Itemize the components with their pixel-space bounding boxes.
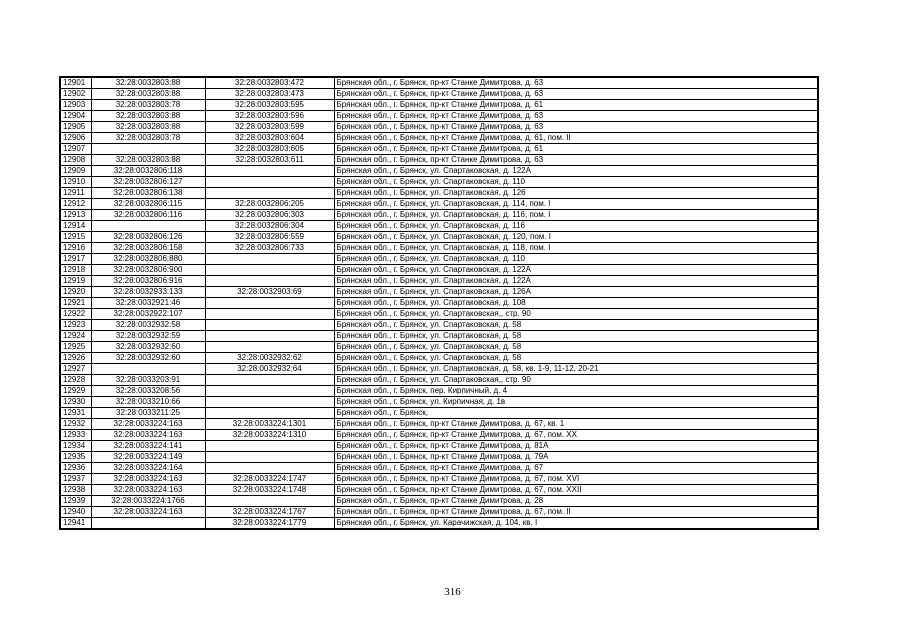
address-cell: Брянская обл., г. Брянск, пр-кт Станке Димитрова, д. 63 (334, 77, 818, 89)
row-number-cell: 12921 (60, 298, 91, 309)
address-cell: Брянская обл., г. Брянск, пр-кт Станке Димитрова, д. 61, пом. II (334, 133, 818, 144)
parcel-cadastral-number-cell: 32:28:0032803:78 (91, 133, 205, 144)
parcel-cadastral-number-cell: 32:28:0033203:91 (91, 375, 205, 386)
row-number-cell: 12923 (60, 320, 91, 331)
object-cadastral-number-cell: 32:28:0033224:1310 (205, 430, 334, 441)
parcel-cadastral-number-cell: 32:28:0032803:88 (91, 111, 205, 122)
object-cadastral-number-cell: 32:28:0032903:69 (205, 287, 334, 298)
address-cell: Брянская обл., г. Брянск, ул. Спартаковская, д. 120, пом. I (334, 232, 818, 243)
table-row (60, 276, 818, 287)
row-number-cell: 12912 (60, 199, 91, 210)
row-number-cell: 12922 (60, 309, 91, 320)
address-cell: Брянская обл., г. Брянск, пр-кт Станке Димитрова, д. 28 (334, 496, 818, 507)
parcel-cadastral-number-cell: 32:28:0033210:66 (91, 397, 205, 408)
table-row (60, 122, 818, 133)
address-cell: Брянская обл., г. Брянск, пр-кт Станке Димитрова, д. 63 (334, 155, 818, 166)
parcel-cadastral-number-cell: 32:28:0032806:127 (91, 177, 205, 188)
address-cell: Брянская обл., г. Брянск, ул. Спартаковская, д. 116, пом. I (334, 210, 818, 221)
address-cell: Брянская обл., г. Брянск, пр-кт Станке Димитрова, д. 63 (334, 111, 818, 122)
address-cell: Брянская обл., г. Брянск, ул. Спартаковская, д. 58 (334, 320, 818, 331)
row-number-cell: 12933 (60, 430, 91, 441)
row-number-cell: 12925 (60, 342, 91, 353)
parcel-cadastral-number-cell: 32:28:0032806:158 (91, 243, 205, 254)
parcel-cadastral-number-cell: 32:28:0033224:141 (91, 441, 205, 452)
parcel-cadastral-number-cell: 32:28:0033208:56 (91, 386, 205, 397)
object-cadastral-number-cell (205, 463, 334, 474)
object-cadastral-number-cell (205, 265, 334, 276)
object-cadastral-number-cell (205, 309, 334, 320)
table-row (60, 419, 818, 430)
address-cell: Брянская обл., г. Брянск, пр-кт Станке Димитрова, д. 79А (334, 452, 818, 463)
object-cadastral-number-cell: 32:28:0032803:599 (205, 122, 334, 133)
property-register-table (59, 76, 819, 530)
table-row (60, 364, 818, 375)
parcel-cadastral-number-cell: 32:28:0032932:60 (91, 353, 205, 364)
row-number-cell: 12901 (60, 77, 91, 89)
parcel-cadastral-number-cell: 32:28:0033224:149 (91, 452, 205, 463)
address-cell: Брянская обл., г. Брянск, пр-кт Станке Димитрова, д. 61 (334, 144, 818, 155)
address-cell: Брянская обл., г. Брянск, ул. Спартаковская, д. 126А (334, 287, 818, 298)
address-cell: Брянская обл., г. Брянск, ул. Карачижская, д. 104, кв. I (334, 518, 818, 530)
object-cadastral-number-cell: 32:28:0033224:1748 (205, 485, 334, 496)
row-number-cell: 12915 (60, 232, 91, 243)
row-number-cell: 12936 (60, 463, 91, 474)
address-cell: Брянская обл., г. Брянск, (334, 408, 818, 419)
parcel-cadastral-number-cell: 32:28:0033224:163 (91, 485, 205, 496)
address-cell: Брянская обл., г. Брянск, ул. Кирпичная, д. 1в (334, 397, 818, 408)
parcel-cadastral-number-cell (91, 144, 205, 155)
parcel-cadastral-number-cell: 32:28:0032803:88 (91, 89, 205, 100)
parcel-cadastral-number-cell: 32:28:0033224:163 (91, 507, 205, 518)
table-row (60, 320, 818, 331)
parcel-cadastral-number-cell: 32:28:0033211:25 (91, 408, 205, 419)
parcel-cadastral-number-cell: 32:28:0032933:133 (91, 287, 205, 298)
parcel-cadastral-number-cell: 32:28:0033224:164 (91, 463, 205, 474)
row-number-cell: 12904 (60, 111, 91, 122)
table-row (60, 452, 818, 463)
table-row (60, 397, 818, 408)
table-row (60, 507, 818, 518)
row-number-cell: 12916 (60, 243, 91, 254)
parcel-cadastral-number-cell: 32:28:0032921:46 (91, 298, 205, 309)
table-row (60, 232, 818, 243)
table-row (60, 100, 818, 111)
address-cell: Брянская обл., г. Брянск, пр-кт Станке Димитрова, д. 67, пом. XVI (334, 474, 818, 485)
parcel-cadastral-number-cell: 32:28:0032803:78 (91, 100, 205, 111)
table-row (60, 463, 818, 474)
address-cell: Брянская обл., г. Брянск, ул. Спартаковская,, стр. 90 (334, 375, 818, 386)
row-number-cell: 12905 (60, 122, 91, 133)
table-row (60, 155, 818, 166)
table-row (60, 331, 818, 342)
object-cadastral-number-cell (205, 298, 334, 309)
parcel-cadastral-number-cell: 32:28:0032922:107 (91, 309, 205, 320)
parcel-cadastral-number-cell: 32:28:0032806:900 (91, 265, 205, 276)
register-table-body (60, 77, 818, 529)
address-cell: Брянская обл., г. Брянск, пр-кт Станке Димитрова, д. 81А (334, 441, 818, 452)
row-number-cell: 12930 (60, 397, 91, 408)
address-cell: Брянская обл., г. Брянск, ул. Спартаковская,, стр. 90 (334, 309, 818, 320)
row-number-cell: 12908 (60, 155, 91, 166)
table-row (60, 265, 818, 276)
row-number-cell: 12931 (60, 408, 91, 419)
object-cadastral-number-cell (205, 320, 334, 331)
table-row (60, 166, 818, 177)
row-number-cell: 12940 (60, 507, 91, 518)
parcel-cadastral-number-cell: 32:28:0032806:138 (91, 188, 205, 199)
object-cadastral-number-cell (205, 496, 334, 507)
table-row (60, 353, 818, 364)
table-row (60, 375, 818, 386)
table-row (60, 342, 818, 353)
parcel-cadastral-number-cell (91, 221, 205, 232)
parcel-cadastral-number-cell: 32:28:0032932:60 (91, 342, 205, 353)
address-cell: Брянская обл., г. Брянск, ул. Спартаковская, д. 110 (334, 177, 818, 188)
object-cadastral-number-cell (205, 342, 334, 353)
table-row (60, 77, 818, 89)
address-cell: Брянская обл., г. Брянск, ул. Спартаковская, д. 58 (334, 342, 818, 353)
table-row (60, 496, 818, 507)
parcel-cadastral-number-cell: 32:28:0032932:58 (91, 320, 205, 331)
object-cadastral-number-cell (205, 177, 334, 188)
object-cadastral-number-cell: 32:28:0032803:605 (205, 144, 334, 155)
row-number-cell: 12902 (60, 89, 91, 100)
address-cell: Брянская обл., г. Брянск, ул. Спартаковская, д. 58 (334, 353, 818, 364)
object-cadastral-number-cell: 32:28:0032803:595 (205, 100, 334, 111)
row-number-cell: 12935 (60, 452, 91, 463)
object-cadastral-number-cell: 32:28:0032806:304 (205, 221, 334, 232)
object-cadastral-number-cell (205, 331, 334, 342)
object-cadastral-number-cell: 32:28:0032803:596 (205, 111, 334, 122)
table-row (60, 408, 818, 419)
address-cell: Брянская обл., г. Брянск, пр-кт Станке Димитрова, д. 61 (334, 100, 818, 111)
address-cell: Брянская обл., г. Брянск, ул. Спартаковская, д. 116 (334, 221, 818, 232)
parcel-cadastral-number-cell: 32:28:0032806:116 (91, 210, 205, 221)
address-cell: Брянская обл., г. Брянск, ул. Спартаковская, д. 58 (334, 331, 818, 342)
parcel-cadastral-number-cell: 32:28:0032806:880 (91, 254, 205, 265)
row-number-cell: 12903 (60, 100, 91, 111)
parcel-cadastral-number-cell: 32:28:0033224:163 (91, 419, 205, 430)
address-cell: Брянская обл., г. Брянск, ул. Спартаковская, д. 122А (334, 265, 818, 276)
parcel-cadastral-number-cell: 32:28:0032803:88 (91, 122, 205, 133)
object-cadastral-number-cell (205, 386, 334, 397)
address-cell: Брянская обл., г. Брянск, ул. Спартаковская, д. 58, кв. 1-9, 11-12, 20-21 (334, 364, 818, 375)
table-row (60, 309, 818, 320)
row-number-cell: 12906 (60, 133, 91, 144)
object-cadastral-number-cell: 32:28:0032803:473 (205, 89, 334, 100)
object-cadastral-number-cell: 32:28:0032803:472 (205, 77, 334, 89)
table-row (60, 243, 818, 254)
table-row (60, 518, 818, 530)
table-row (60, 474, 818, 485)
parcel-cadastral-number-cell: 32:28:0033224:163 (91, 474, 205, 485)
page-number: 316 (444, 586, 461, 598)
row-number-cell: 12941 (60, 518, 91, 530)
table-row (60, 287, 818, 298)
row-number-cell: 12914 (60, 221, 91, 232)
parcel-cadastral-number-cell: 32:28:0032932:59 (91, 331, 205, 342)
address-cell: Брянская обл., г. Брянск, пр-кт Станке Димитрова, д. 67, кв. 1 (334, 419, 818, 430)
row-number-cell: 12928 (60, 375, 91, 386)
parcel-cadastral-number-cell: 32:28:0033224:163 (91, 430, 205, 441)
table-row (60, 199, 818, 210)
object-cadastral-number-cell (205, 254, 334, 265)
table-row (60, 298, 818, 309)
table-row (60, 441, 818, 452)
object-cadastral-number-cell: 32:28:0032803:604 (205, 133, 334, 144)
address-cell: Брянская обл., г. Брянск, пр-кт Станке Димитрова, д. 67, пом. XX (334, 430, 818, 441)
row-number-cell: 12920 (60, 287, 91, 298)
row-number-cell: 12932 (60, 419, 91, 430)
table-row (60, 210, 818, 221)
object-cadastral-number-cell: 32:28:0033224:1747 (205, 474, 334, 485)
table-row (60, 485, 818, 496)
object-cadastral-number-cell (205, 166, 334, 177)
row-number-cell: 12910 (60, 177, 91, 188)
object-cadastral-number-cell: 32:28:0032806:559 (205, 232, 334, 243)
row-number-cell: 12929 (60, 386, 91, 397)
table-row (60, 430, 818, 441)
row-number-cell: 12909 (60, 166, 91, 177)
address-cell: Брянская обл., г. Брянск, пр-кт Станке Димитрова, д. 67 (334, 463, 818, 474)
table-row (60, 177, 818, 188)
address-cell: Брянская обл., г. Брянск, пр-кт Станке Димитрова, д. 63 (334, 89, 818, 100)
row-number-cell: 12919 (60, 276, 91, 287)
parcel-cadastral-number-cell: 32:28:0032806:126 (91, 232, 205, 243)
parcel-cadastral-number-cell (91, 518, 205, 530)
table-row (60, 133, 818, 144)
object-cadastral-number-cell (205, 188, 334, 199)
address-cell: Брянская обл., г. Брянск, ул. Спартаковская, д. 110 (334, 254, 818, 265)
address-cell: Брянская обл., г. Брянск, ул. Спартаковская, д. 126 (334, 188, 818, 199)
object-cadastral-number-cell: 32:28:0032806:733 (205, 243, 334, 254)
object-cadastral-number-cell (205, 397, 334, 408)
object-cadastral-number-cell (205, 375, 334, 386)
address-cell: Брянская обл., г. Брянск, пер. Кирпичный, д. 4 (334, 386, 818, 397)
row-number-cell: 12917 (60, 254, 91, 265)
row-number-cell: 12911 (60, 188, 91, 199)
address-cell: Брянская обл., г. Брянск, ул. Спартаковская, д. 114, пом. I (334, 199, 818, 210)
object-cadastral-number-cell: 32:28:0032932:62 (205, 353, 334, 364)
object-cadastral-number-cell: 32:28:0032806:303 (205, 210, 334, 221)
row-number-cell: 12938 (60, 485, 91, 496)
address-cell: Брянская обл., г. Брянск, ул. Спартаковская, д. 122А (334, 276, 818, 287)
row-number-cell: 12939 (60, 496, 91, 507)
parcel-cadastral-number-cell: 32:28:0032803:88 (91, 155, 205, 166)
parcel-cadastral-number-cell: 32:28:0032806:118 (91, 166, 205, 177)
parcel-cadastral-number-cell: 32:28:0032806:916 (91, 276, 205, 287)
parcel-cadastral-number-cell: 32:28:0032803:88 (91, 77, 205, 89)
table-row (60, 144, 818, 155)
parcel-cadastral-number-cell: 32:28:0033224:1766 (91, 496, 205, 507)
row-number-cell: 12918 (60, 265, 91, 276)
address-cell: Брянская обл., г. Брянск, ул. Спартаковская, д. 118, пом. I (334, 243, 818, 254)
object-cadastral-number-cell: 32:28:0033224:1779 (205, 518, 334, 530)
row-number-cell: 12926 (60, 353, 91, 364)
address-cell: Брянская обл., г. Брянск, пр-кт Станке Димитрова, д. 63 (334, 122, 818, 133)
parcel-cadastral-number-cell (91, 364, 205, 375)
table-row (60, 254, 818, 265)
row-number-cell: 12907 (60, 144, 91, 155)
object-cadastral-number-cell: 32:28:0032803:611 (205, 155, 334, 166)
table-row (60, 386, 818, 397)
object-cadastral-number-cell (205, 452, 334, 463)
object-cadastral-number-cell (205, 276, 334, 287)
object-cadastral-number-cell: 32:28:0033224:1767 (205, 507, 334, 518)
object-cadastral-number-cell (205, 408, 334, 419)
address-cell: Брянская обл., г. Брянск, пр-кт Станке Димитрова, д. 67, пом. II (334, 507, 818, 518)
address-cell: Брянская обл., г. Брянск, пр-кт Станке Димитрова, д. 67, пом. XXII (334, 485, 818, 496)
row-number-cell: 12927 (60, 364, 91, 375)
row-number-cell: 12913 (60, 210, 91, 221)
table-row (60, 188, 818, 199)
address-cell: Брянская обл., г. Брянск, ул. Спартаковская, д. 108 (334, 298, 818, 309)
address-cell: Брянская обл., г. Брянск, ул. Спартаковская, д. 122А (334, 166, 818, 177)
row-number-cell: 12924 (60, 331, 91, 342)
row-number-cell: 12934 (60, 441, 91, 452)
object-cadastral-number-cell: 32:28:0032932:64 (205, 364, 334, 375)
parcel-cadastral-number-cell: 32:28:0032806:115 (91, 199, 205, 210)
object-cadastral-number-cell (205, 441, 334, 452)
table-row (60, 89, 818, 100)
table-row (60, 221, 818, 232)
row-number-cell: 12937 (60, 474, 91, 485)
object-cadastral-number-cell: 32:28:0033224:1301 (205, 419, 334, 430)
object-cadastral-number-cell: 32:28:0032806:205 (205, 199, 334, 210)
table-row (60, 111, 818, 122)
